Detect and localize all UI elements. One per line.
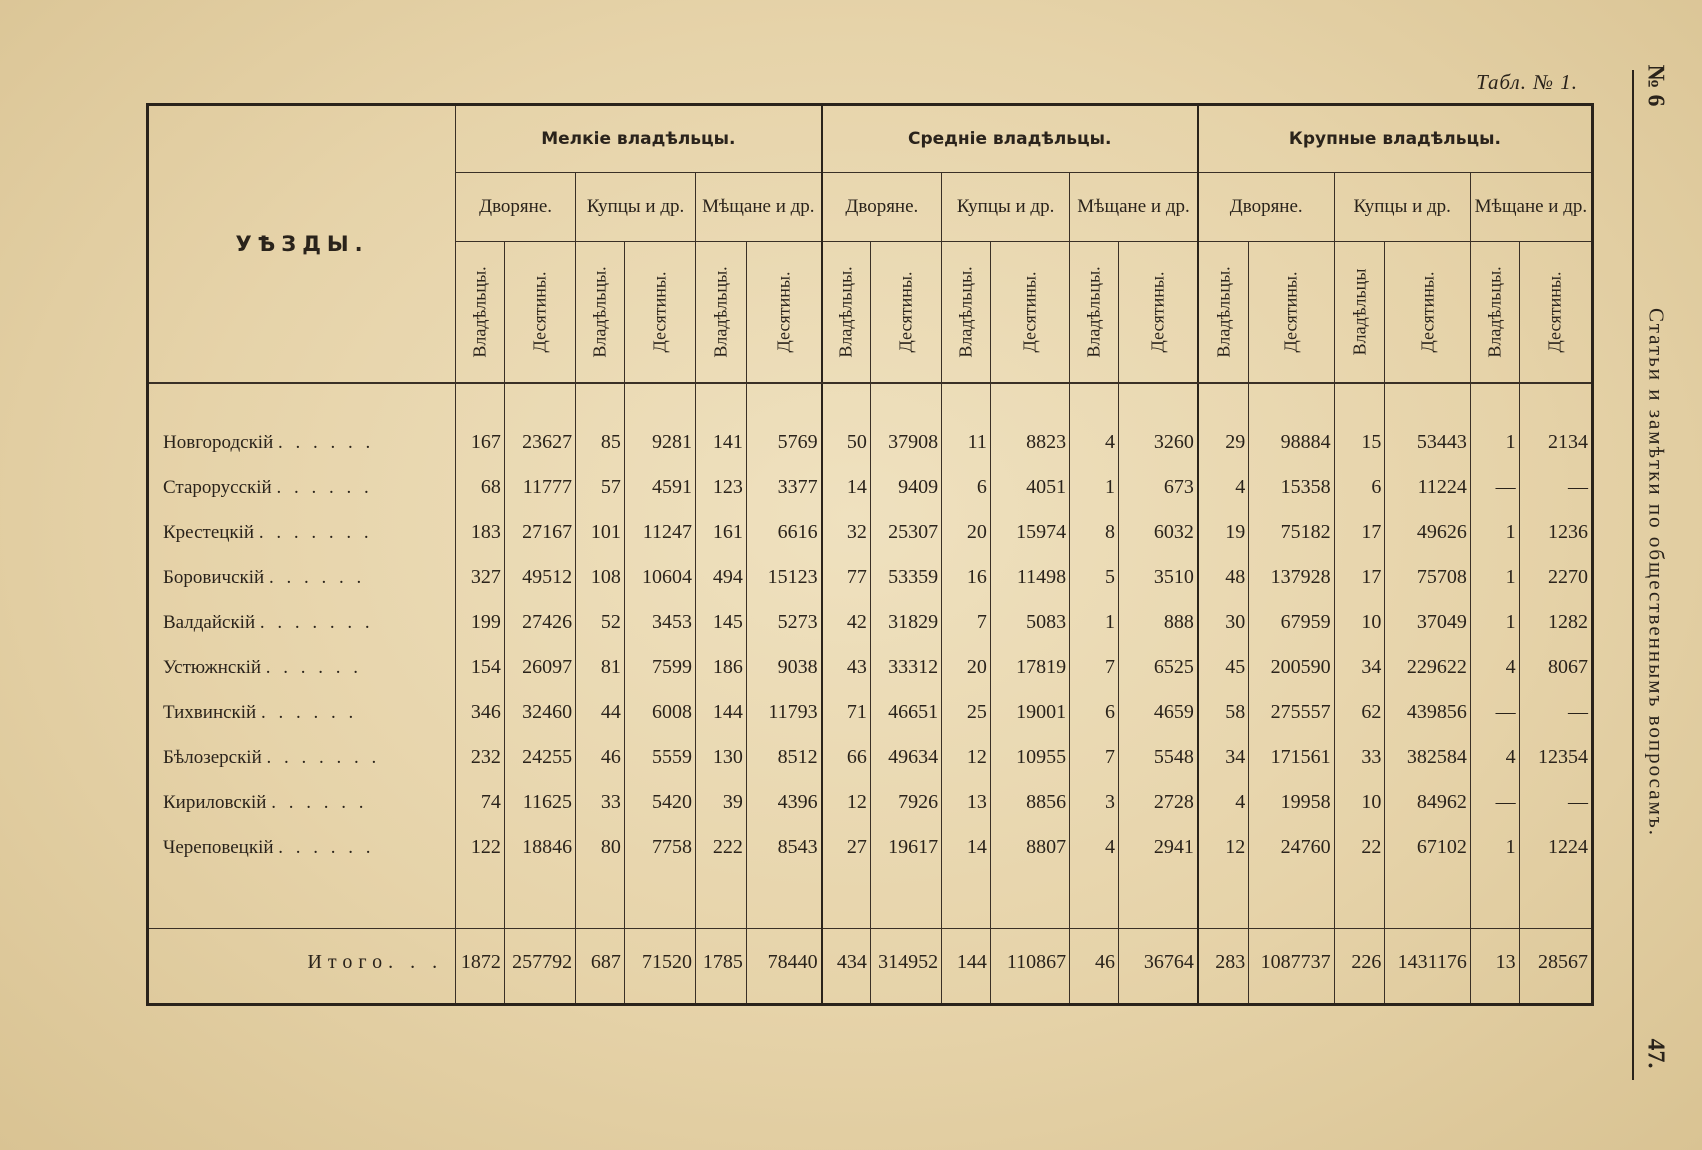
- district-name: [148, 600, 456, 645]
- table-row: [148, 510, 1593, 555]
- owners-cell: 74: [456, 780, 505, 825]
- col-header-desyatinas: Десятины.: [504, 242, 575, 384]
- desyatinas-cell: 24760: [1249, 825, 1334, 870]
- owners-cell: 20: [942, 645, 991, 690]
- leader-dots: . . . . . .: [271, 791, 368, 813]
- district-name: [148, 735, 456, 780]
- owners-cell: 167: [456, 420, 505, 465]
- owners-cell: 5: [1070, 555, 1119, 600]
- desyatinas-cell: 9038: [746, 645, 821, 690]
- owners-cell: 12: [822, 780, 871, 825]
- district-name: [148, 555, 456, 600]
- col-header-owners: Владѣльцы.: [942, 242, 991, 384]
- desyatinas-cell: —: [1519, 780, 1592, 825]
- leader-dots: . . . . . .: [278, 431, 375, 453]
- owners-cell: 22: [1334, 825, 1385, 870]
- desyatinas-cell: 6008: [624, 690, 695, 735]
- class-header-merchants: Купцы и др.: [576, 173, 696, 242]
- desyatinas-cell: 2270: [1519, 555, 1592, 600]
- district-name-text: Итого. . .: [307, 950, 444, 973]
- district-name-text: Валдайскій: [163, 611, 256, 633]
- owners-cell: 34: [1198, 735, 1249, 780]
- owners-cell: 52: [576, 600, 625, 645]
- owners-cell: 154: [456, 645, 505, 690]
- owners-cell: 186: [696, 645, 747, 690]
- desyatinas-cell: 1431176: [1385, 929, 1470, 996]
- desyatinas-cell: —: [1519, 690, 1592, 735]
- owners-cell: 43: [822, 645, 871, 690]
- owners-cell: 123: [696, 465, 747, 510]
- owners-cell: 346: [456, 690, 505, 735]
- owners-cell: 1: [1070, 465, 1119, 510]
- desyatinas-cell: 27426: [504, 600, 575, 645]
- desyatinas-cell: 4659: [1118, 690, 1197, 735]
- desyatinas-cell: 9281: [624, 420, 695, 465]
- desyatinas-cell: 7758: [624, 825, 695, 870]
- owners-cell: 46: [1070, 929, 1119, 996]
- owners-cell: 58: [1198, 690, 1249, 735]
- desyatinas-cell: 75708: [1385, 555, 1470, 600]
- desyatinas-cell: 229622: [1385, 645, 1470, 690]
- owners-cell: 1872: [456, 929, 505, 996]
- owners-cell: 12: [1198, 825, 1249, 870]
- owners-cell: —: [1470, 690, 1519, 735]
- owners-cell: 7: [942, 600, 991, 645]
- desyatinas-cell: 7599: [624, 645, 695, 690]
- table-number-label: Табл. № 1.: [1476, 70, 1578, 94]
- spacer-row: [148, 870, 1593, 929]
- issue-number: № 6: [1642, 64, 1669, 107]
- table-row: [148, 600, 1593, 645]
- owners-cell: 48: [1198, 555, 1249, 600]
- desyatinas-cell: 3510: [1118, 555, 1197, 600]
- desyatinas-cell: 7926: [870, 780, 941, 825]
- owners-cell: 46: [576, 735, 625, 780]
- owners-cell: 45: [1198, 645, 1249, 690]
- total-label: [148, 929, 456, 996]
- desyatinas-cell: 67959: [1249, 600, 1334, 645]
- desyatinas-cell: 2941: [1118, 825, 1197, 870]
- class-header-nobles: Дворяне.: [822, 173, 942, 242]
- district-name-text: Устюжнскій: [163, 656, 262, 678]
- desyatinas-cell: 4591: [624, 465, 695, 510]
- col-header-desyatinas: Десятины.: [870, 242, 941, 384]
- owners-cell: 33: [576, 780, 625, 825]
- owners-cell: 1: [1470, 420, 1519, 465]
- desyatinas-cell: 6616: [746, 510, 821, 555]
- desyatinas-cell: 888: [1118, 600, 1197, 645]
- desyatinas-cell: 4051: [990, 465, 1069, 510]
- owners-cell: 7: [1070, 645, 1119, 690]
- desyatinas-cell: 71520: [624, 929, 695, 996]
- owners-cell: 1: [1470, 555, 1519, 600]
- owners-cell: 1: [1470, 825, 1519, 870]
- owners-cell: 20: [942, 510, 991, 555]
- class-header-merchants: Купцы и др.: [1334, 173, 1470, 242]
- desyatinas-cell: 19958: [1249, 780, 1334, 825]
- owners-cell: 1: [1470, 600, 1519, 645]
- owners-cell: 15: [1334, 420, 1385, 465]
- owners-cell: 66: [822, 735, 871, 780]
- desyatinas-cell: 1224: [1519, 825, 1592, 870]
- desyatinas-cell: 257792: [504, 929, 575, 996]
- desyatinas-cell: 19617: [870, 825, 941, 870]
- owners-cell: 13: [942, 780, 991, 825]
- desyatinas-cell: 23627: [504, 420, 575, 465]
- owners-cell: 17: [1334, 510, 1385, 555]
- class-header-nobles: Дворяне.: [456, 173, 576, 242]
- leader-dots: . . . . . .: [268, 566, 366, 588]
- owners-cell: 80: [576, 825, 625, 870]
- owners-cell: 44: [576, 690, 625, 735]
- desyatinas-cell: 37908: [870, 420, 941, 465]
- owners-cell: 39: [696, 780, 747, 825]
- table-row: [148, 465, 1593, 510]
- desyatinas-cell: 49626: [1385, 510, 1470, 555]
- owners-cell: 145: [696, 600, 747, 645]
- district-header: УѢЗДЫ.: [148, 105, 456, 384]
- desyatinas-cell: 19001: [990, 690, 1069, 735]
- class-header-townsmen: Мѣщане и др.: [1070, 173, 1198, 242]
- col-header-desyatinas: Десятины.: [1249, 242, 1334, 384]
- table-row: [148, 420, 1593, 465]
- table-row: [148, 690, 1593, 735]
- owners-cell: —: [1470, 780, 1519, 825]
- district-name-text: Тихвинскій: [163, 701, 257, 723]
- desyatinas-cell: 275557: [1249, 690, 1334, 735]
- owners-cell: 6: [1070, 690, 1119, 735]
- owners-cell: 327: [456, 555, 505, 600]
- desyatinas-cell: 75182: [1249, 510, 1334, 555]
- desyatinas-cell: 8512: [746, 735, 821, 780]
- table-row: [148, 555, 1593, 600]
- desyatinas-cell: 25307: [870, 510, 941, 555]
- page-number: 47.: [1642, 1038, 1669, 1069]
- desyatinas-cell: 18846: [504, 825, 575, 870]
- owners-cell: 81: [576, 645, 625, 690]
- desyatinas-cell: 78440: [746, 929, 821, 996]
- desyatinas-cell: 11498: [990, 555, 1069, 600]
- owners-cell: 108: [576, 555, 625, 600]
- owners-cell: 11: [942, 420, 991, 465]
- desyatinas-cell: 5420: [624, 780, 695, 825]
- table-bottom-rule: [148, 995, 1593, 1005]
- owners-cell: 283: [1198, 929, 1249, 996]
- owners-cell: 7: [1070, 735, 1119, 780]
- district-name: [148, 465, 456, 510]
- district-name-text: Череповецкій: [163, 836, 274, 858]
- desyatinas-cell: 2728: [1118, 780, 1197, 825]
- desyatinas-cell: 5083: [990, 600, 1069, 645]
- owners-cell: 57: [576, 465, 625, 510]
- class-header-townsmen: Мѣщане и др.: [1470, 173, 1592, 242]
- leader-dots: . . . . . . .: [258, 521, 373, 543]
- desyatinas-cell: 171561: [1249, 735, 1334, 780]
- owners-cell: 19: [1198, 510, 1249, 555]
- owners-cell: 130: [696, 735, 747, 780]
- table-row: [148, 825, 1593, 870]
- owners-cell: 34: [1334, 645, 1385, 690]
- desyatinas-cell: 49634: [870, 735, 941, 780]
- owners-cell: 122: [456, 825, 505, 870]
- spacer-row: [148, 383, 1593, 420]
- desyatinas-cell: 24255: [504, 735, 575, 780]
- desyatinas-cell: 11777: [504, 465, 575, 510]
- col-header-desyatinas: Десятины.: [1519, 242, 1592, 384]
- col-header-owners: Владѣльцы.: [1470, 242, 1519, 384]
- leader-dots: . . . . . . .: [259, 611, 374, 633]
- desyatinas-cell: 110867: [990, 929, 1069, 996]
- leader-dots: . . . . . .: [278, 836, 375, 858]
- desyatinas-cell: 98884: [1249, 420, 1334, 465]
- desyatinas-cell: 67102: [1385, 825, 1470, 870]
- col-header-owners: Владѣльцы.: [456, 242, 505, 384]
- district-name-text: Новгородскій: [163, 431, 274, 453]
- table-row: [148, 645, 1593, 690]
- owners-cell: 4: [1070, 420, 1119, 465]
- landowners-table: [146, 103, 1594, 1006]
- total-row: [148, 929, 1593, 996]
- owners-cell: 494: [696, 555, 747, 600]
- desyatinas-cell: 9409: [870, 465, 941, 510]
- class-header-nobles: Дворяне.: [1198, 173, 1334, 242]
- desyatinas-cell: 5273: [746, 600, 821, 645]
- leader-dots: . . . . . .: [276, 476, 373, 498]
- district-name-text: Старорусскій: [163, 476, 272, 498]
- desyatinas-cell: 2134: [1519, 420, 1592, 465]
- owners-cell: 144: [942, 929, 991, 996]
- district-name: [148, 825, 456, 870]
- desyatinas-cell: —: [1519, 465, 1592, 510]
- class-header-merchants: Купцы и др.: [942, 173, 1070, 242]
- district-name: [148, 420, 456, 465]
- owners-cell: 232: [456, 735, 505, 780]
- small-owners-header: Мелкіе владѣльцы.: [456, 105, 822, 173]
- owners-cell: 12: [942, 735, 991, 780]
- desyatinas-cell: 439856: [1385, 690, 1470, 735]
- owners-cell: 33: [1334, 735, 1385, 780]
- owners-cell: 1785: [696, 929, 747, 996]
- desyatinas-cell: 15974: [990, 510, 1069, 555]
- desyatinas-cell: 6525: [1118, 645, 1197, 690]
- col-header-owners: Владѣльцы: [1334, 242, 1385, 384]
- desyatinas-cell: 53359: [870, 555, 941, 600]
- owners-cell: 1: [1470, 510, 1519, 555]
- col-header-owners: Владѣльцы.: [1070, 242, 1119, 384]
- district-name: [148, 690, 456, 735]
- desyatinas-cell: 3453: [624, 600, 695, 645]
- owners-cell: 161: [696, 510, 747, 555]
- desyatinas-cell: 11793: [746, 690, 821, 735]
- desyatinas-cell: 8067: [1519, 645, 1592, 690]
- owners-cell: 687: [576, 929, 625, 996]
- desyatinas-cell: 8823: [990, 420, 1069, 465]
- owners-cell: 71: [822, 690, 871, 735]
- desyatinas-cell: 32460: [504, 690, 575, 735]
- desyatinas-cell: 4396: [746, 780, 821, 825]
- owners-cell: 4: [1470, 645, 1519, 690]
- district-name: [148, 510, 456, 555]
- desyatinas-cell: 5769: [746, 420, 821, 465]
- owners-cell: 183: [456, 510, 505, 555]
- owners-cell: 16: [942, 555, 991, 600]
- owners-cell: 50: [822, 420, 871, 465]
- leader-dots: . . . . . . .: [266, 746, 381, 768]
- desyatinas-cell: 3260: [1118, 420, 1197, 465]
- table-row: [148, 780, 1593, 825]
- owners-cell: 6: [1334, 465, 1385, 510]
- desyatinas-cell: 15123: [746, 555, 821, 600]
- owners-cell: —: [1470, 465, 1519, 510]
- desyatinas-cell: 382584: [1385, 735, 1470, 780]
- desyatinas-cell: 10955: [990, 735, 1069, 780]
- desyatinas-cell: 8807: [990, 825, 1069, 870]
- desyatinas-cell: 5559: [624, 735, 695, 780]
- owners-cell: 8: [1070, 510, 1119, 555]
- district-name-text: Кириловскій: [163, 791, 267, 813]
- owners-cell: 14: [942, 825, 991, 870]
- owners-cell: 3: [1070, 780, 1119, 825]
- desyatinas-cell: 46651: [870, 690, 941, 735]
- owners-cell: 144: [696, 690, 747, 735]
- col-header-desyatinas: Десятины.: [1385, 242, 1470, 384]
- desyatinas-cell: 84962: [1385, 780, 1470, 825]
- running-header: [1626, 60, 1684, 1090]
- desyatinas-cell: 5548: [1118, 735, 1197, 780]
- owners-cell: 27: [822, 825, 871, 870]
- owners-cell: 14: [822, 465, 871, 510]
- table-row: [148, 735, 1593, 780]
- col-header-owners: Владѣльцы.: [576, 242, 625, 384]
- owners-cell: 29: [1198, 420, 1249, 465]
- owners-cell: 4: [1470, 735, 1519, 780]
- desyatinas-cell: 33312: [870, 645, 941, 690]
- desyatinas-cell: 1236: [1519, 510, 1592, 555]
- owners-cell: 62: [1334, 690, 1385, 735]
- owners-cell: 85: [576, 420, 625, 465]
- desyatinas-cell: 26097: [504, 645, 575, 690]
- col-header-desyatinas: Десятины.: [624, 242, 695, 384]
- owners-cell: 199: [456, 600, 505, 645]
- desyatinas-cell: 53443: [1385, 420, 1470, 465]
- owners-cell: 68: [456, 465, 505, 510]
- owners-cell: 1: [1070, 600, 1119, 645]
- col-header-owners: Владѣльцы.: [696, 242, 747, 384]
- desyatinas-cell: 11247: [624, 510, 695, 555]
- district-name-text: Боровичскій: [163, 566, 265, 588]
- owners-cell: 226: [1334, 929, 1385, 996]
- owners-cell: 6: [942, 465, 991, 510]
- desyatinas-cell: 314952: [870, 929, 941, 996]
- desyatinas-cell: 1282: [1519, 600, 1592, 645]
- desyatinas-cell: 12354: [1519, 735, 1592, 780]
- large-owners-header: Крупные владѣльцы.: [1198, 105, 1593, 173]
- desyatinas-cell: 8543: [746, 825, 821, 870]
- district-name: [148, 780, 456, 825]
- district-name: [148, 645, 456, 690]
- leader-dots: . . . . . .: [265, 656, 363, 678]
- owners-cell: 10: [1334, 600, 1385, 645]
- desyatinas-cell: 11625: [504, 780, 575, 825]
- owners-cell: 4: [1198, 780, 1249, 825]
- district-name-text: Бѣлозерскій: [163, 746, 262, 768]
- owners-cell: 17: [1334, 555, 1385, 600]
- col-header-owners: Владѣльцы.: [1198, 242, 1249, 384]
- desyatinas-cell: 200590: [1249, 645, 1334, 690]
- desyatinas-cell: 8856: [990, 780, 1069, 825]
- running-title: Статьи и замѣтки по общественнымъ вопросамъ.: [1644, 308, 1669, 837]
- leader-dots: . . . . . .: [260, 701, 358, 723]
- owners-cell: 25: [942, 690, 991, 735]
- desyatinas-cell: 49512: [504, 555, 575, 600]
- owners-cell: 141: [696, 420, 747, 465]
- district-name-text: Крестецкій: [163, 521, 255, 543]
- owners-cell: 4: [1070, 825, 1119, 870]
- desyatinas-cell: 6032: [1118, 510, 1197, 555]
- col-header-desyatinas: Десятины.: [990, 242, 1069, 384]
- col-header-desyatinas: Десятины.: [1118, 242, 1197, 384]
- col-header-owners: Владѣльцы.: [822, 242, 871, 384]
- owners-cell: 13: [1470, 929, 1519, 996]
- owners-cell: 101: [576, 510, 625, 555]
- desyatinas-cell: 36764: [1118, 929, 1197, 996]
- owners-cell: 42: [822, 600, 871, 645]
- desyatinas-cell: 17819: [990, 645, 1069, 690]
- class-header-townsmen: Мѣщане и др.: [696, 173, 822, 242]
- medium-owners-header: Средніе владѣльцы.: [822, 105, 1198, 173]
- owners-cell: 10: [1334, 780, 1385, 825]
- desyatinas-cell: 11224: [1385, 465, 1470, 510]
- col-header-desyatinas: Десятины.: [746, 242, 821, 384]
- desyatinas-cell: 673: [1118, 465, 1197, 510]
- desyatinas-cell: 37049: [1385, 600, 1470, 645]
- desyatinas-cell: 15358: [1249, 465, 1334, 510]
- owners-cell: 434: [822, 929, 871, 996]
- owners-cell: 30: [1198, 600, 1249, 645]
- owners-cell: 32: [822, 510, 871, 555]
- desyatinas-cell: 31829: [870, 600, 941, 645]
- desyatinas-cell: 3377: [746, 465, 821, 510]
- desyatinas-cell: 1087737: [1249, 929, 1334, 996]
- owners-cell: 4: [1198, 465, 1249, 510]
- owners-cell: 222: [696, 825, 747, 870]
- desyatinas-cell: 137928: [1249, 555, 1334, 600]
- desyatinas-cell: 10604: [624, 555, 695, 600]
- desyatinas-cell: 27167: [504, 510, 575, 555]
- owners-cell: 77: [822, 555, 871, 600]
- desyatinas-cell: 28567: [1519, 929, 1592, 996]
